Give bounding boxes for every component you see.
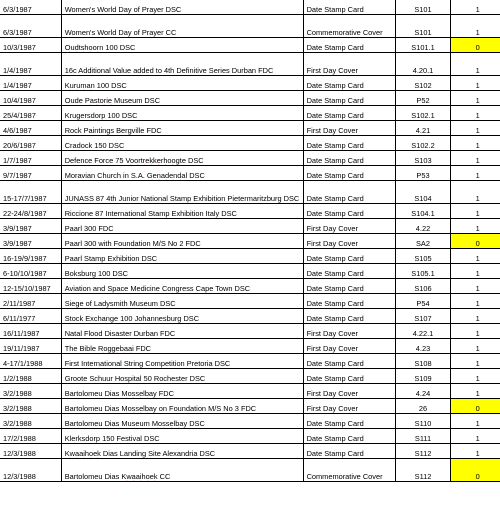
table-row: [0, 136, 500, 151]
table-row: [0, 459, 500, 482]
spellcheck-flagged-word: Mosselbay: [121, 389, 157, 398]
date-cell[interactable]: 16-19/9/1987: [0, 249, 61, 264]
catalogue-number-cell[interactable]: S101: [395, 15, 451, 38]
cover-type-cell[interactable]: Date Stamp Card: [303, 204, 395, 219]
table-row: [0, 76, 500, 91]
table-row: [0, 264, 500, 279]
spellcheck-flagged-word: Mosselbay: [151, 419, 188, 428]
description-cell[interactable]: Natal Flood Disaster Durban FDC: [61, 324, 303, 339]
table-row: [0, 339, 500, 354]
description-cell[interactable]: Groote Schuur Hospital 50 Rochester DSC: [61, 369, 303, 384]
spellcheck-flagged-word: Voortrekkerhoogte: [125, 156, 186, 165]
date-cell[interactable]: 1/4/1987: [0, 53, 61, 76]
quantity-cell[interactable]: 1: [451, 219, 500, 234]
quantity-cell[interactable]: 0: [451, 459, 500, 482]
table-row: [0, 294, 500, 309]
description-cell[interactable]: The Bible Roggebaai FDC: [61, 339, 303, 354]
spellcheck-flagged-word: Mosselbay: [121, 404, 157, 413]
table-row: [0, 309, 500, 324]
quantity-cell[interactable]: 1: [451, 444, 500, 459]
spellcheck-flagged-word: Roggebaai: [98, 344, 134, 353]
quantity-cell[interactable]: 1: [451, 369, 500, 384]
cover-type-cell[interactable]: Date Stamp Card: [303, 249, 395, 264]
catalogue-number-cell[interactable]: S107: [395, 309, 451, 324]
table-row: [0, 219, 500, 234]
cover-type-cell[interactable]: Date Stamp Card: [303, 414, 395, 429]
date-cell[interactable]: 2/11/1987: [0, 294, 61, 309]
cover-type-cell[interactable]: First Day Cover: [303, 324, 395, 339]
cover-type-cell[interactable]: Date Stamp Card: [303, 444, 395, 459]
catalogue-number-cell[interactable]: S102.1: [395, 106, 451, 121]
description-cell[interactable]: Women's World Day of Prayer CC: [61, 15, 303, 38]
description-cell[interactable]: Cradock 150 DSC: [61, 136, 303, 151]
description-cell[interactable]: Siege of Ladysmith Museum DSC: [61, 294, 303, 309]
description-cell[interactable]: 16c Additional Value added to 4th Definitive Series Durban FDC: [61, 53, 303, 76]
catalogue-number-cell[interactable]: SA2: [395, 234, 451, 249]
description-cell[interactable]: Kwaaihoek Dias Landing Site Alexandria DSC: [61, 444, 303, 459]
date-cell[interactable]: 22-24/8/1987: [0, 204, 61, 219]
date-cell[interactable]: 25/4/1987: [0, 106, 61, 121]
description-cell[interactable]: Oude Pastorie Museum DSC: [61, 91, 303, 106]
catalogue-number-cell[interactable]: S105: [395, 249, 451, 264]
quantity-cell[interactable]: 1: [451, 106, 500, 121]
cover-type-cell[interactable]: First Day Cover: [303, 339, 395, 354]
quantity-cell[interactable]: 1: [451, 384, 500, 399]
quantity-cell[interactable]: 1: [451, 91, 500, 106]
cover-type-cell[interactable]: Date Stamp Card: [303, 106, 395, 121]
description-cell[interactable]: Riccione 87 International Stamp Exhibition Italy DSC: [61, 204, 303, 219]
spellcheck-flagged-word: Kwaaihoek: [121, 472, 158, 481]
cover-type-cell[interactable]: Date Stamp Card: [303, 76, 395, 91]
date-cell[interactable]: 12/3/1988: [0, 444, 61, 459]
description-cell[interactable]: Klerksdorp 150 Festival DSC: [61, 429, 303, 444]
quantity-cell[interactable]: 1: [451, 324, 500, 339]
cover-type-cell[interactable]: Date Stamp Card: [303, 294, 395, 309]
table-row: [0, 53, 500, 76]
table-row: [0, 384, 500, 399]
description-cell[interactable]: Rock Paintings Bergville FDC: [61, 121, 303, 136]
quantity-cell[interactable]: 1: [451, 166, 500, 181]
cover-type-cell[interactable]: Date Stamp Card: [303, 136, 395, 151]
description-cell[interactable]: Paarl 300 FDC: [61, 219, 303, 234]
description-cell[interactable]: Krugersdorp 100 DSC: [61, 106, 303, 121]
catalogue-number-cell[interactable]: S103: [395, 151, 451, 166]
catalogue-number-cell[interactable]: P54: [395, 294, 451, 309]
date-cell[interactable]: 9/7/1987: [0, 166, 61, 181]
catalogue-number-cell[interactable]: S101: [395, 0, 451, 15]
description-cell[interactable]: Stock Exchange 100 Johannesburg DSC: [61, 309, 303, 324]
date-cell[interactable]: 3/9/1987: [0, 234, 61, 249]
description-cell[interactable]: Paarl Stamp Exhibition DSC: [61, 249, 303, 264]
catalogue-number-cell[interactable]: S110: [395, 414, 451, 429]
table-row: [0, 151, 500, 166]
table-row: [0, 354, 500, 369]
spellcheck-flagged-word: Pastorie: [84, 96, 112, 105]
catalogue-number-cell[interactable]: S104: [395, 181, 451, 204]
quantity-cell[interactable]: 1: [451, 181, 500, 204]
description-cell[interactable]: Bartolomeu Dias Kwaaihoek CC: [61, 459, 303, 482]
table-row: [0, 399, 500, 414]
catalogue-number-cell[interactable]: S102: [395, 76, 451, 91]
cover-type-cell[interactable]: Date Stamp Card: [303, 181, 395, 204]
description-cell[interactable]: Moravian Church in S.A. Genadendal DSC: [61, 166, 303, 181]
description-cell[interactable]: Boksburg 100 DSC: [61, 264, 303, 279]
quantity-cell[interactable]: 1: [451, 339, 500, 354]
description-cell[interactable]: Paarl 300 with Foundation M/S No 2 FDC: [61, 234, 303, 249]
table-row: [0, 0, 500, 15]
date-cell[interactable]: 6/3/1987: [0, 15, 61, 38]
table-row: [0, 166, 500, 181]
table-row: [0, 181, 500, 204]
quantity-cell[interactable]: 1: [451, 294, 500, 309]
cover-type-cell[interactable]: Date Stamp Card: [303, 369, 395, 384]
quantity-cell[interactable]: 1: [451, 136, 500, 151]
date-cell[interactable]: 6/3/1987: [0, 0, 61, 15]
date-cell[interactable]: 19/11/1987: [0, 339, 61, 354]
date-cell[interactable]: 17/2/1988: [0, 429, 61, 444]
spellcheck-flagged-word: Kwaaihoek: [64, 449, 101, 458]
cover-type-cell[interactable]: First Day Cover: [303, 384, 395, 399]
description-cell[interactable]: Bartolomeu Dias Mosselbay FDC: [61, 384, 303, 399]
cover-type-cell[interactable]: First Day Cover: [303, 234, 395, 249]
table-row: [0, 279, 500, 294]
description-cell[interactable]: First International String Competition Pretoria DSC: [61, 354, 303, 369]
quantity-cell[interactable]: 1: [451, 249, 500, 264]
catalogue-number-cell[interactable]: S104.1: [395, 204, 451, 219]
table-row: [0, 234, 500, 249]
cover-type-cell[interactable]: Date Stamp Card: [303, 0, 395, 15]
quantity-cell[interactable]: 1: [451, 264, 500, 279]
cover-type-cell[interactable]: Date Stamp Card: [303, 38, 395, 53]
quantity-cell[interactable]: 1: [451, 354, 500, 369]
quantity-cell[interactable]: 0: [451, 38, 500, 53]
table-row: [0, 249, 500, 264]
date-cell[interactable]: 3/2/1988: [0, 399, 61, 414]
description-cell[interactable]: Aviation and Space Medicine Congress Cape Town DSC: [61, 279, 303, 294]
table-row: [0, 106, 500, 121]
cover-type-cell[interactable]: First Day Cover: [303, 219, 395, 234]
cover-type-cell[interactable]: Commemorative Cover: [303, 15, 395, 38]
catalogue-number-cell[interactable]: 4.21: [395, 121, 451, 136]
date-cell[interactable]: 4-17/1/1988: [0, 354, 61, 369]
quantity-cell[interactable]: 0: [451, 234, 500, 249]
date-cell[interactable]: 3/2/1988: [0, 384, 61, 399]
table-row: [0, 324, 500, 339]
quantity-cell[interactable]: 1: [451, 0, 500, 15]
quantity-cell[interactable]: 1: [451, 279, 500, 294]
table-row: [0, 15, 500, 38]
catalogue-number-cell[interactable]: 4.24: [395, 384, 451, 399]
catalogue-number-cell[interactable]: S111: [395, 429, 451, 444]
catalogue-number-cell[interactable]: P53: [395, 166, 451, 181]
cover-type-cell[interactable]: Date Stamp Card: [303, 279, 395, 294]
quantity-cell[interactable]: 1: [451, 204, 500, 219]
catalogue-number-cell[interactable]: 4.22: [395, 219, 451, 234]
cover-type-cell[interactable]: Commemorative Cover: [303, 459, 395, 482]
catalogue-number-cell[interactable]: S112: [395, 459, 451, 482]
date-cell[interactable]: 12/3/1988: [0, 459, 61, 482]
spellcheck-flagged-word: Oudtshoorn: [64, 43, 104, 52]
spellcheck-flagged-word: Genadendal: [146, 171, 188, 180]
description-cell[interactable]: Women's World Day of Prayer DSC: [61, 0, 303, 15]
catalogue-number-cell[interactable]: 4.20.1: [395, 53, 451, 76]
cover-type-cell[interactable]: Date Stamp Card: [303, 354, 395, 369]
quantity-cell[interactable]: 1: [451, 429, 500, 444]
date-cell[interactable]: 1/4/1987: [0, 76, 61, 91]
table-row: [0, 204, 500, 219]
table-row: [0, 91, 500, 106]
date-cell[interactable]: 1/2/1988: [0, 369, 61, 384]
date-cell[interactable]: 3/2/1988: [0, 414, 61, 429]
quantity-cell[interactable]: 0: [451, 399, 500, 414]
quantity-cell[interactable]: 1: [451, 309, 500, 324]
quantity-cell[interactable]: 1: [451, 121, 500, 136]
catalogue-number-cell[interactable]: S108: [395, 354, 451, 369]
cover-type-cell[interactable]: First Day Cover: [303, 53, 395, 76]
cover-type-cell[interactable]: Date Stamp Card: [303, 309, 395, 324]
description-cell[interactable]: Bartolomeu Dias Mosselbay on Foundation M/S No 3 FDC: [61, 399, 303, 414]
cover-type-cell[interactable]: Date Stamp Card: [303, 91, 395, 106]
quantity-cell[interactable]: 1: [451, 15, 500, 38]
catalogue-number-cell[interactable]: S112: [395, 444, 451, 459]
table-row: [0, 444, 500, 459]
date-cell[interactable]: 15-17/7/1987: [0, 181, 61, 204]
catalogue-number-cell[interactable]: 4.23: [395, 339, 451, 354]
cover-type-cell[interactable]: Date Stamp Card: [303, 264, 395, 279]
date-cell[interactable]: 20/6/1987: [0, 136, 61, 151]
description-cell[interactable]: Oudtshoorn 100 DSC: [61, 38, 303, 53]
description-cell[interactable]: Defence Force 75 Voortrekkerhoogte DSC: [61, 151, 303, 166]
date-cell[interactable]: 6-10/10/1987: [0, 264, 61, 279]
catalogue-number-cell[interactable]: S109: [395, 369, 451, 384]
spellcheck-flagged-word: Kuruman: [64, 81, 95, 90]
description-cell[interactable]: JUNASS 87 4th Junior National Stamp Exhibition Pietermaritzburg DSC: [61, 181, 303, 204]
description-cell[interactable]: Kuruman 100 DSC: [61, 76, 303, 91]
date-cell[interactable]: 12-15/10/1987: [0, 279, 61, 294]
catalogue-number-cell[interactable]: S105.1: [395, 264, 451, 279]
catalogue-number-cell[interactable]: 4.22.1: [395, 324, 451, 339]
catalogue-number-cell[interactable]: S102.2: [395, 136, 451, 151]
table-row: [0, 38, 500, 53]
quantity-cell[interactable]: 1: [451, 53, 500, 76]
cover-type-cell[interactable]: Date Stamp Card: [303, 151, 395, 166]
date-cell[interactable]: 6/11/1977: [0, 309, 61, 324]
date-cell[interactable]: 4/6/1987: [0, 121, 61, 136]
table-row: [0, 429, 500, 444]
date-cell[interactable]: 1/7/1987: [0, 151, 61, 166]
table-row: [0, 414, 500, 429]
cover-type-cell[interactable]: First Day Cover: [303, 121, 395, 136]
cover-type-cell[interactable]: First Day Cover: [303, 399, 395, 414]
catalogue-number-cell[interactable]: S101.1: [395, 38, 451, 53]
date-cell[interactable]: 10/3/1987: [0, 38, 61, 53]
description-cell[interactable]: Bartolomeu Dias Museum Mosselbay DSC: [61, 414, 303, 429]
cover-type-cell[interactable]: Date Stamp Card: [303, 166, 395, 181]
table-row: [0, 121, 500, 136]
catalogue-number-cell[interactable]: S106: [395, 279, 451, 294]
quantity-cell[interactable]: 1: [451, 76, 500, 91]
date-cell[interactable]: 16/11/1987: [0, 324, 61, 339]
date-cell[interactable]: 10/4/1987: [0, 91, 61, 106]
table-row: [0, 369, 500, 384]
quantity-cell[interactable]: 1: [451, 151, 500, 166]
catalogue-number-cell[interactable]: P52: [395, 91, 451, 106]
catalogue-number-cell[interactable]: 26: [395, 399, 451, 414]
date-cell[interactable]: 3/9/1987: [0, 219, 61, 234]
quantity-cell[interactable]: 1: [451, 414, 500, 429]
cover-type-cell[interactable]: Date Stamp Card: [303, 429, 395, 444]
